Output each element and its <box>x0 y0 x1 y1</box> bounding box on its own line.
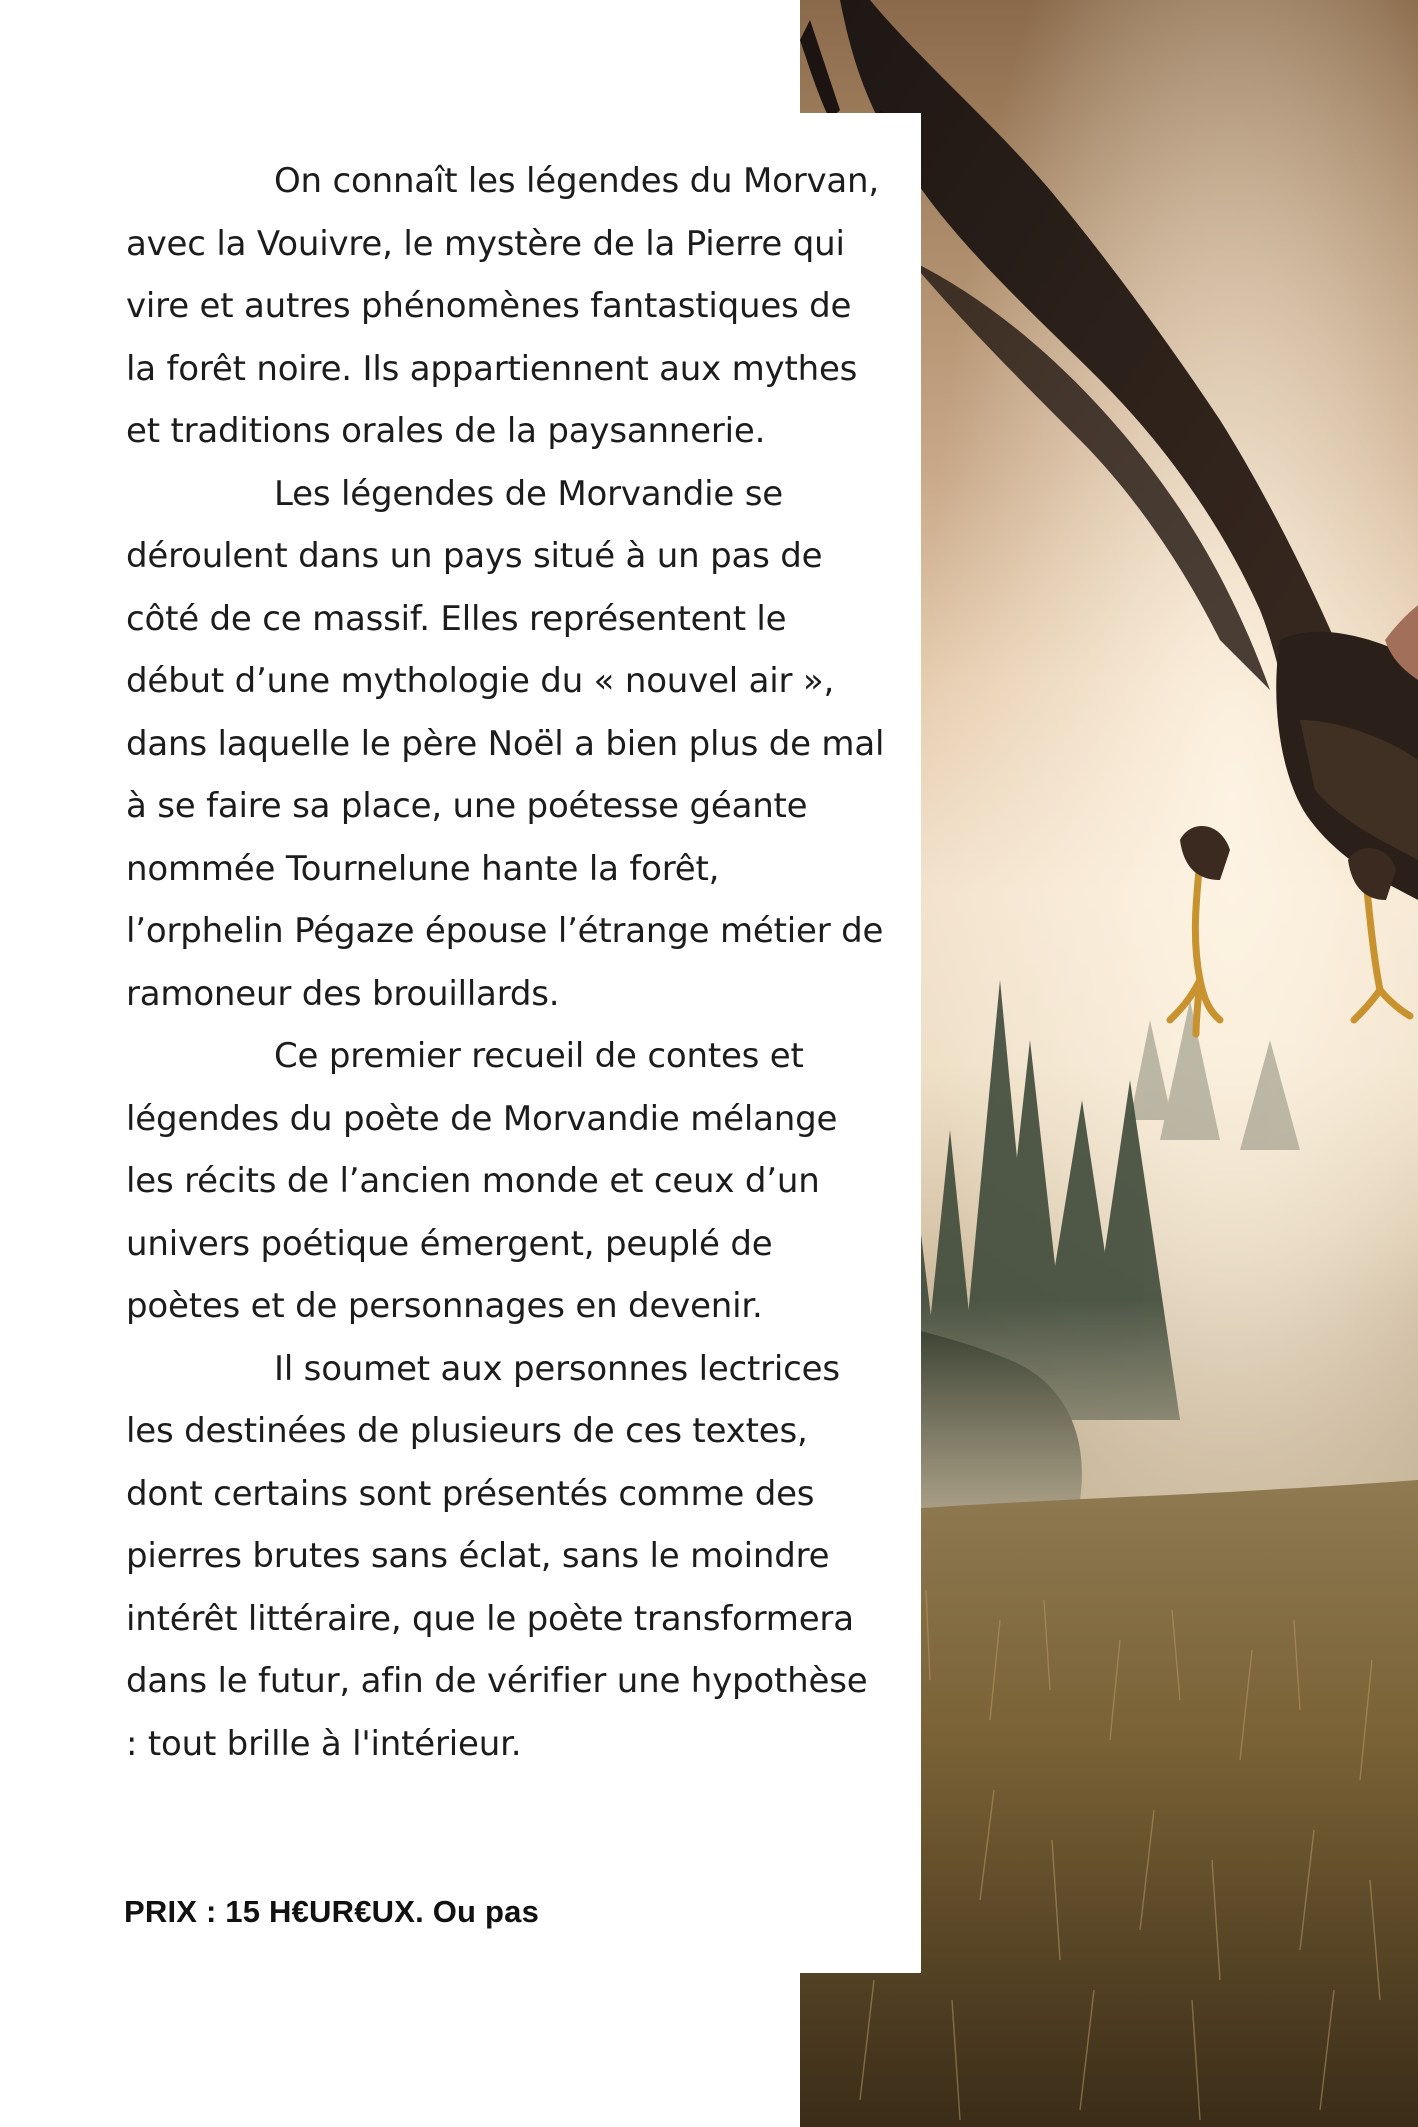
paragraph-destinies: Il soumet aux personnes lectrices les destinées de plusieurs de ces textes, dont certains sont présentés comme des pierres brutes sans éclat, sans le moindre intérêt littéraire, que le poète transformera dans le futur, afin de vérifier une hypothèse : tout brille à l'intérieur. <box>126 1348 868 1764</box>
paragraph-legends-morvan: On connaît les légendes du Morvan, avec la Vouivre, le mystère de la Pierre qui vire et autres phénomènes fantastiques de la forêt noire. Ils appartiennent aux mythes et traditions orales de la paysannerie. <box>126 161 880 451</box>
paragraph-morvandie: Les légendes de Morvandie se déroulent dans un pays situé à un pas de côté de ce massif. Elles représentent le début d’une mythologie du « nouvel air », dans laquelle le père Noël a bien plus de mal à se faire sa place, une poétesse géante nommée Tournelune hante la forêt, l’orphelin Pégaze épouse l’étrange métier de ramoneur des brouillards. <box>126 473 885 1014</box>
price-label: PRIX : 15 H€UR€UX. Ou pas <box>124 1894 540 1929</box>
synopsis-text <box>126 150 886 1775</box>
paragraph-first-collection: Ce premier recueil de contes et légendes du poète de Morvandie mélange les récits de l’ancien monde et ceux d’un univers poétique émergent, peuplé de poètes et de personnages en devenir. <box>126 1036 838 1326</box>
